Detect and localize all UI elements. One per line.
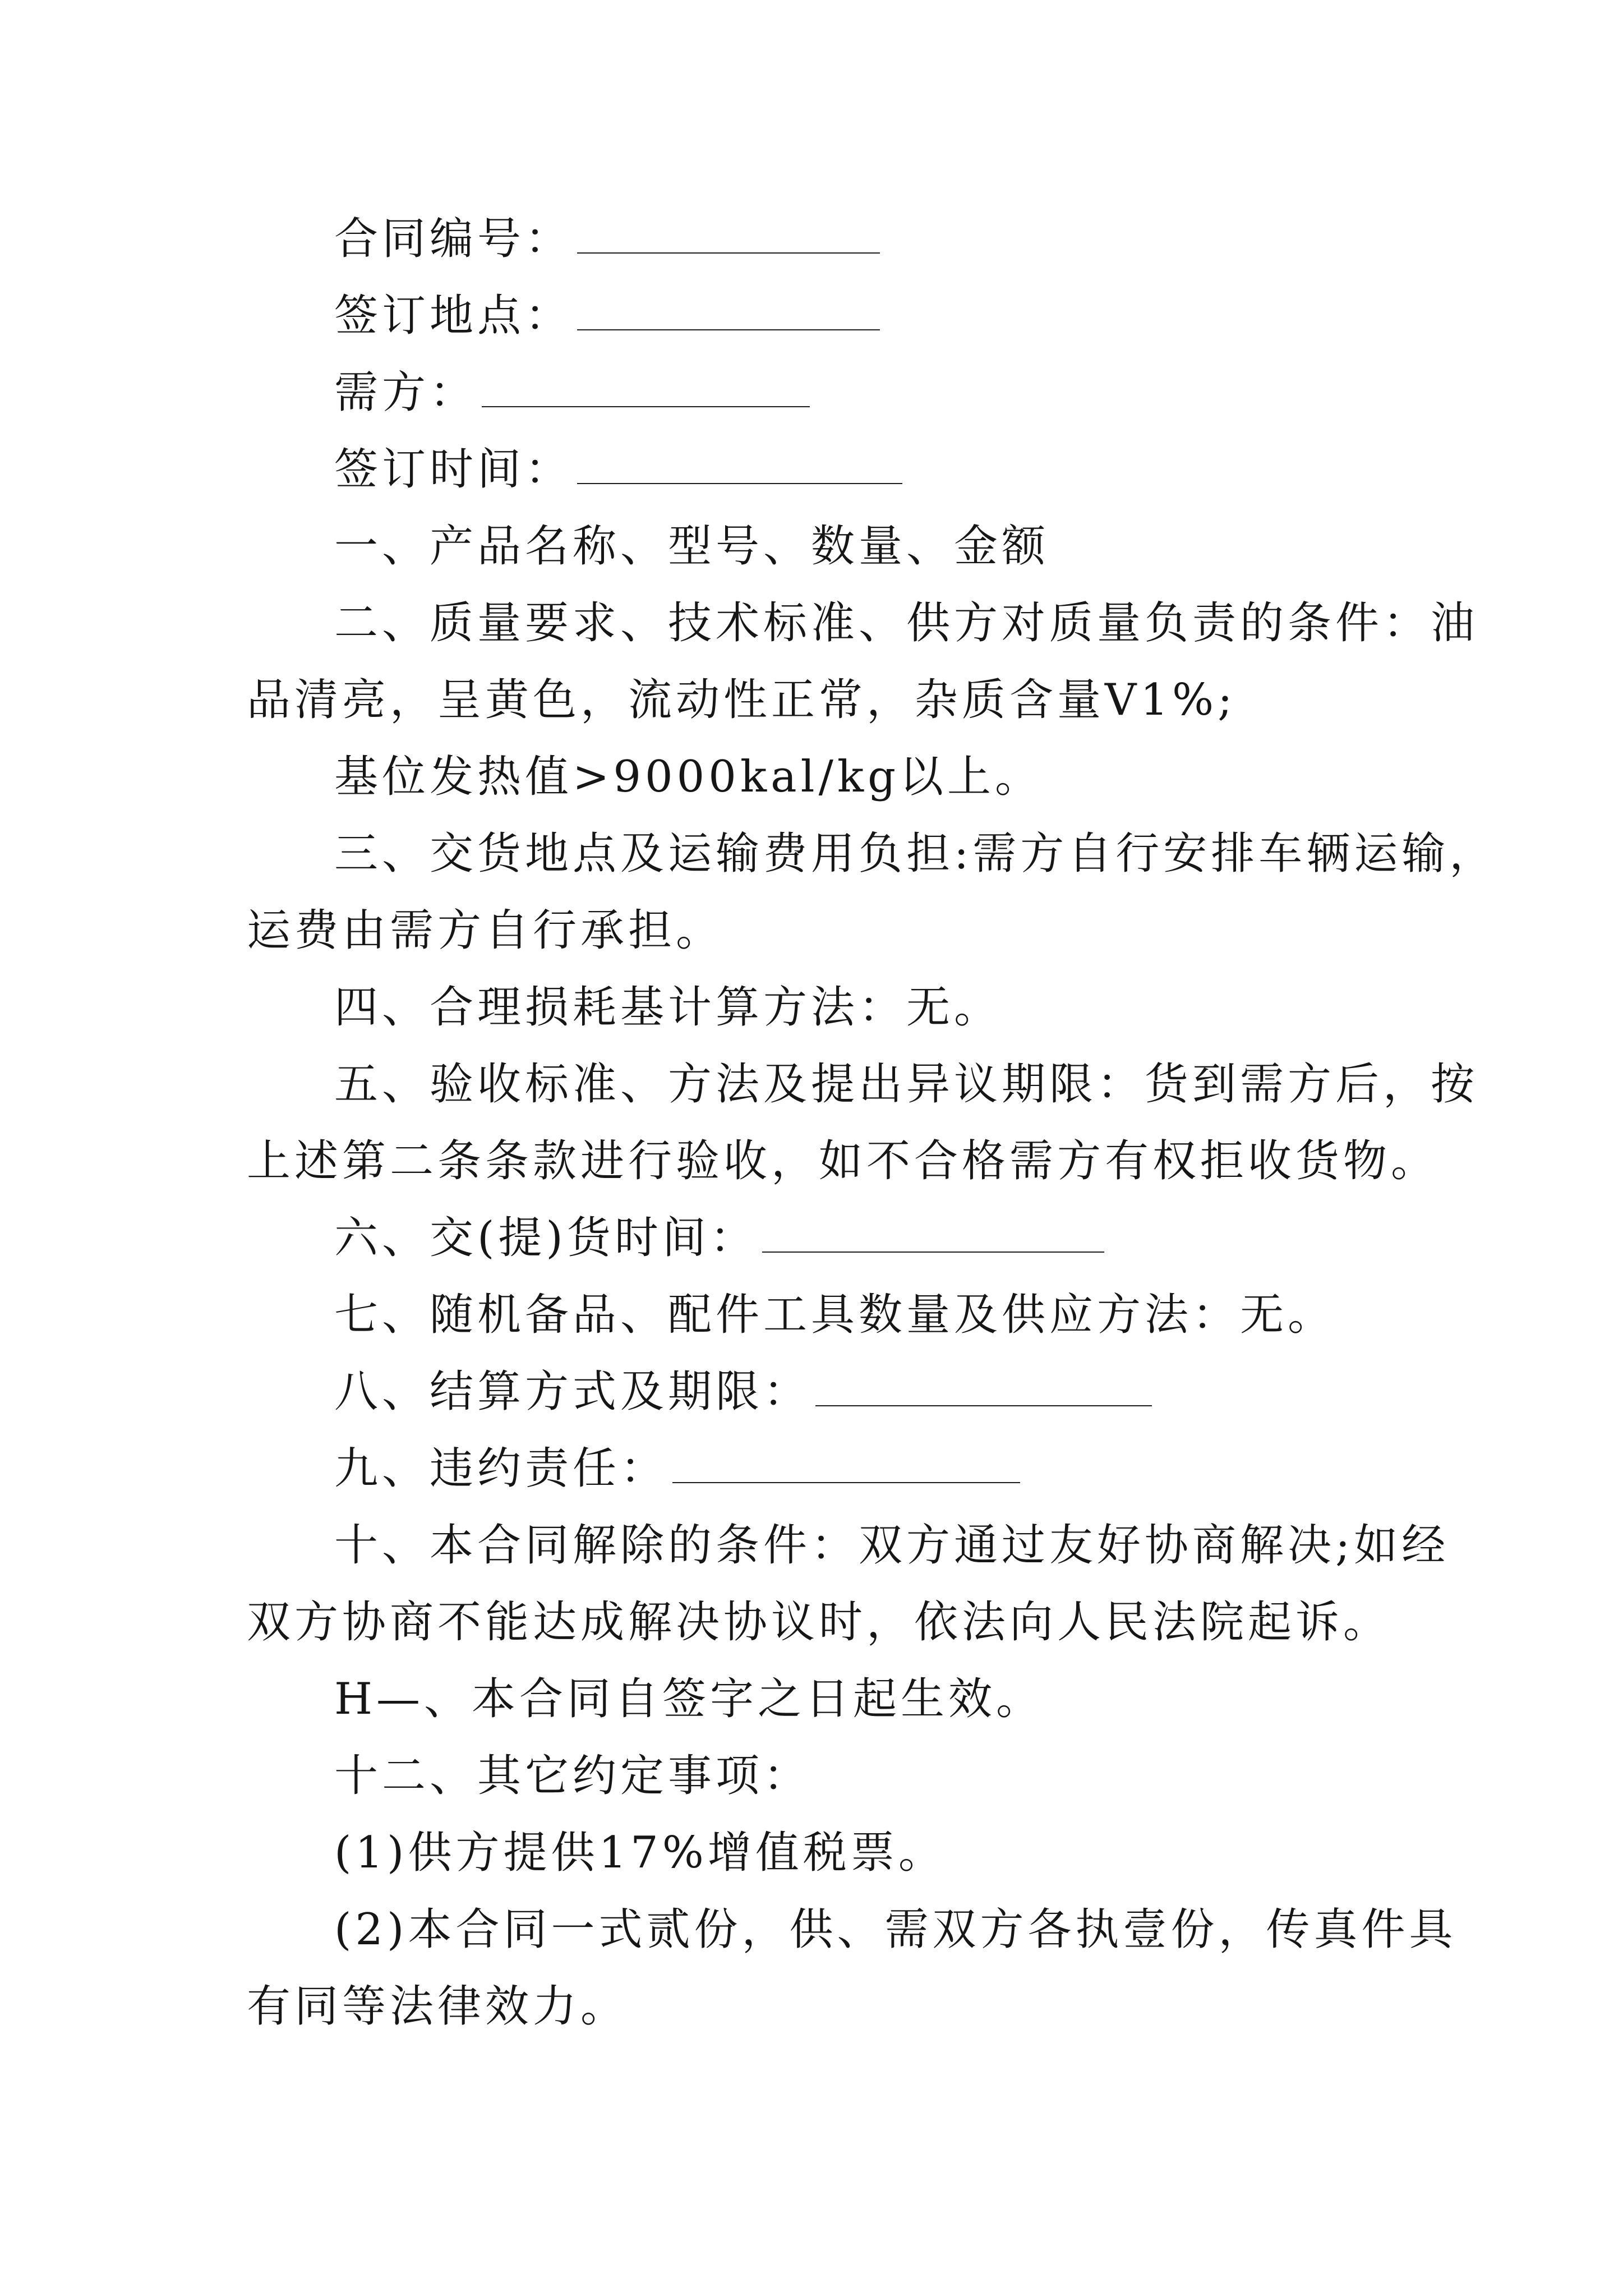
contract-text (247, 201, 1497, 2045)
buyer-line (247, 355, 1384, 431)
section-5-line-2: 上述第二条条款进行验收，如不合格需方有权拒收货物。 (247, 1136, 1439, 1186)
section-2-line-1: 二、质量要求、技术标准、供方对质量负责的条件：油 (334, 598, 1479, 648)
contract-number-line (247, 201, 1384, 278)
section-3-line-2: 运费由需方自行承担。 (247, 905, 724, 956)
section-10-line-1: 十、本合同解除的条件：双方通过友好协商解决;如经 (334, 1520, 1450, 1571)
section-2-line-2: 品清亮，呈黄色，流动性正常，杂质含量V1%; (247, 675, 1237, 725)
buyer-blank (482, 369, 810, 407)
section-12-item-2-line-2: 有同等法律效力。 (247, 1981, 629, 2032)
section-9-blank (672, 1445, 1020, 1483)
signing-time-line (247, 431, 1384, 508)
section-11: H—、本合同自签字之日起生效。 (334, 1674, 1044, 1724)
section-8-blank (815, 1368, 1152, 1406)
section-9-line (247, 1430, 1384, 1507)
section-8-label: 八、结算方式及期限： (334, 1366, 811, 1417)
section-12-item-1: (1)供方提供17%增值税票。 (334, 1828, 946, 1878)
section-12-item-2-line-1: (2)本合同一式贰份，供、需双方各执壹份，传真件具 (334, 1904, 1457, 1955)
section-3-line-1: 三、交货地点及运输费用负担:需方自行安排车辆运输， (334, 829, 1497, 879)
contract-number-blank (577, 215, 880, 254)
section-7: 七、随机备品、配件工具数量及供应方法：无。 (334, 1290, 1336, 1340)
signing-time-blank (577, 446, 902, 484)
section-4: 四、合理损耗基计算方法：无。 (334, 982, 1002, 1033)
signing-place-label: 签订地点： (334, 291, 573, 341)
signing-place-blank (577, 292, 880, 330)
section-10-line-2: 双方协商不能达成解决协议时，依法向人民法院起诉。 (247, 1597, 1391, 1648)
section-12: 十二、其它约定事项： (334, 1751, 811, 1801)
section-1: 一、产品名称、型号、数量、金额 (334, 521, 1050, 572)
contract-number-label: 合同编号： (334, 214, 573, 264)
signing-time-label: 签订时间： (334, 444, 573, 495)
section-5-line-1: 五、验收标准、方法及提出异议期限：货到需方后，按 (334, 1059, 1479, 1110)
section-6-blank (762, 1214, 1104, 1253)
section-6-line (247, 1200, 1384, 1277)
section-6-label: 六、交(提)货时间： (334, 1213, 758, 1263)
signing-place-line (247, 278, 1384, 355)
section-9-label: 九、违约责任： (334, 1443, 668, 1494)
section-2-line-3: 基位发热值>9000kal/kg以上。 (334, 752, 1043, 802)
buyer-label: 需方： (334, 367, 478, 418)
section-8-line (247, 1354, 1384, 1430)
